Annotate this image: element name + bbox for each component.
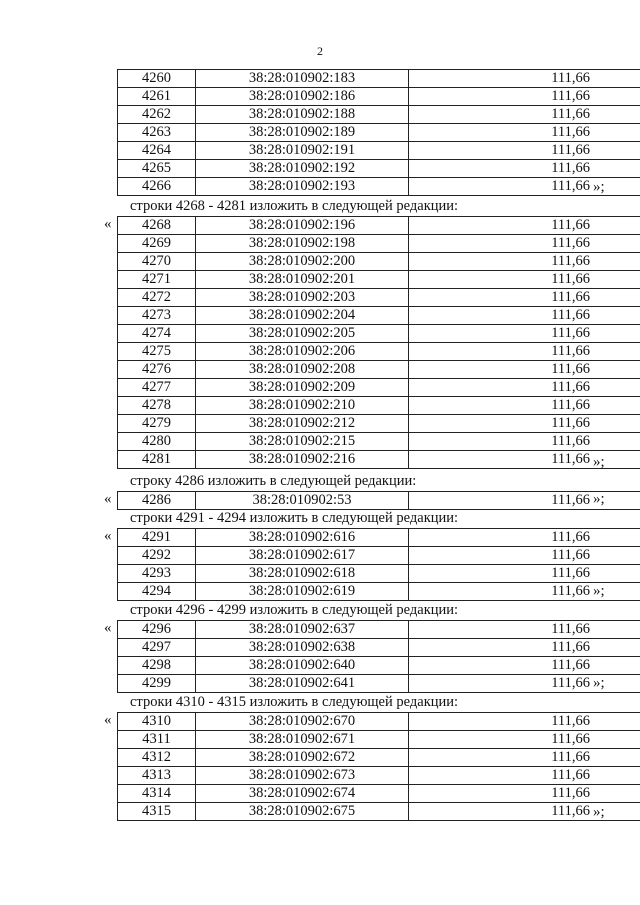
area-value: 111,66 xyxy=(409,142,640,160)
row-number: 4269 xyxy=(118,235,196,253)
table-row xyxy=(118,451,640,469)
area-value: 111,66 xyxy=(409,547,640,565)
area-value: 111,66 xyxy=(409,803,640,821)
cadastral-number: 38:28:010902:641 xyxy=(196,675,409,693)
table-row xyxy=(118,217,640,235)
row-number: 4274 xyxy=(118,325,196,343)
cadastral-number: 38:28:010902:618 xyxy=(196,565,409,583)
row-number: 4294 xyxy=(118,583,196,601)
area-value: 111,66 xyxy=(409,160,640,178)
area-value: 111,66 xyxy=(409,235,640,253)
area-value: 111,66 xyxy=(409,433,640,451)
table-row xyxy=(118,675,640,693)
row-number: 4262 xyxy=(118,106,196,124)
row-number: 4280 xyxy=(118,433,196,451)
row-number: 4296 xyxy=(118,621,196,639)
opening-quote: « xyxy=(104,620,112,636)
area-value: 111,66 xyxy=(409,217,640,235)
table-row xyxy=(118,583,640,601)
table-row xyxy=(118,271,640,289)
row-number: 4286 xyxy=(118,492,196,510)
cadastral-number: 38:28:010902:619 xyxy=(196,583,409,601)
page-number: 2 xyxy=(317,44,323,58)
cadastral-number: 38:28:010902:616 xyxy=(196,529,409,547)
area-value: 111,66 xyxy=(409,713,640,731)
area-value: 111,66 xyxy=(409,492,640,510)
opening-quote: « xyxy=(104,216,112,232)
section-intro: строки 4296 - 4299 изложить в следующей редакции: xyxy=(130,602,459,618)
row-number: 4263 xyxy=(118,124,196,142)
area-value: 111,66 xyxy=(409,565,640,583)
table-row xyxy=(118,142,640,160)
area-value: 111,66 xyxy=(409,397,640,415)
area-value: 111,66 xyxy=(409,731,640,749)
cadastral-number: 38:28:010902:674 xyxy=(196,785,409,803)
data-table xyxy=(117,528,640,601)
cadastral-number: 38:28:010902:640 xyxy=(196,657,409,675)
area-value: 111,66 xyxy=(409,675,640,693)
data-table xyxy=(117,69,640,196)
opening-quote: « xyxy=(104,491,112,507)
area-value: 111,66 xyxy=(409,124,640,142)
area-value: 111,66 xyxy=(409,451,640,469)
data-table xyxy=(117,491,640,510)
table-row xyxy=(118,124,640,142)
area-value: 111,66 xyxy=(409,749,640,767)
table-row xyxy=(118,415,640,433)
area-value: 111,66 xyxy=(409,415,640,433)
opening-quote: « xyxy=(104,712,112,728)
section-intro: строки 4291 - 4294 изложить в следующей редакции: xyxy=(130,510,459,526)
cadastral-number: 38:28:010902:204 xyxy=(196,307,409,325)
row-number: 4297 xyxy=(118,639,196,657)
area-value: 111,66 xyxy=(409,178,640,196)
row-number: 4268 xyxy=(118,217,196,235)
row-number: 4292 xyxy=(118,547,196,565)
area-value: 111,66 xyxy=(409,657,640,675)
cadastral-number: 38:28:010902:638 xyxy=(196,639,409,657)
row-number: 4311 xyxy=(118,731,196,749)
table-row xyxy=(118,803,640,821)
area-value: 111,66 xyxy=(409,529,640,547)
table-row xyxy=(118,307,640,325)
cadastral-number: 38:28:010902:216 xyxy=(196,451,409,469)
table-row xyxy=(118,235,640,253)
cadastral-number: 38:28:010902:198 xyxy=(196,235,409,253)
row-number: 4261 xyxy=(118,88,196,106)
row-number: 4276 xyxy=(118,361,196,379)
row-number: 4270 xyxy=(118,253,196,271)
table-row xyxy=(118,106,640,124)
table-row xyxy=(118,565,640,583)
cadastral-number: 38:28:010902:672 xyxy=(196,749,409,767)
closing-quote: »; xyxy=(593,179,605,195)
area-value: 111,66 xyxy=(409,639,640,657)
table-row xyxy=(118,88,640,106)
table-row xyxy=(118,289,640,307)
row-number: 4281 xyxy=(118,451,196,469)
row-number: 4278 xyxy=(118,397,196,415)
cadastral-number: 38:28:010902:191 xyxy=(196,142,409,160)
table-row xyxy=(118,178,640,196)
area-value: 111,66 xyxy=(409,307,640,325)
data-table xyxy=(117,712,640,821)
opening-quote: « xyxy=(104,528,112,544)
table-row xyxy=(118,379,640,397)
table-row xyxy=(118,397,640,415)
cadastral-number: 38:28:010902:670 xyxy=(196,713,409,731)
row-number: 4271 xyxy=(118,271,196,289)
cadastral-number: 38:28:010902:200 xyxy=(196,253,409,271)
area-value: 111,66 xyxy=(409,88,640,106)
closing-quote: »; xyxy=(593,583,605,599)
cadastral-number: 38:28:010902:189 xyxy=(196,124,409,142)
row-number: 4299 xyxy=(118,675,196,693)
table-row xyxy=(118,639,640,657)
cadastral-number: 38:28:010902:637 xyxy=(196,621,409,639)
section-intro: строки 4268 - 4281 изложить в следующей редакции: xyxy=(130,198,459,214)
row-number: 4279 xyxy=(118,415,196,433)
cadastral-number: 38:28:010902:186 xyxy=(196,88,409,106)
cadastral-number: 38:28:010902:201 xyxy=(196,271,409,289)
table-row xyxy=(118,361,640,379)
table-row xyxy=(118,343,640,361)
area-value: 111,66 xyxy=(409,70,640,88)
data-table xyxy=(117,216,640,469)
row-number: 4275 xyxy=(118,343,196,361)
cadastral-number: 38:28:010902:675 xyxy=(196,803,409,821)
row-number: 4272 xyxy=(118,289,196,307)
closing-quote: »; xyxy=(593,804,605,820)
cadastral-number: 38:28:010902:215 xyxy=(196,433,409,451)
row-number: 4265 xyxy=(118,160,196,178)
table-row xyxy=(118,749,640,767)
cadastral-number: 38:28:010902:209 xyxy=(196,379,409,397)
area-value: 111,66 xyxy=(409,583,640,601)
area-value: 111,66 xyxy=(409,361,640,379)
area-value: 111,66 xyxy=(409,253,640,271)
cadastral-number: 38:28:010902:206 xyxy=(196,343,409,361)
cadastral-number: 38:28:010902:196 xyxy=(196,217,409,235)
area-value: 111,66 xyxy=(409,271,640,289)
row-number: 4277 xyxy=(118,379,196,397)
row-number: 4266 xyxy=(118,178,196,196)
cadastral-number: 38:28:010902:212 xyxy=(196,415,409,433)
table-row xyxy=(118,325,640,343)
data-table xyxy=(117,620,640,693)
area-value: 111,66 xyxy=(409,379,640,397)
table-row xyxy=(118,529,640,547)
cadastral-number: 38:28:010902:192 xyxy=(196,160,409,178)
area-value: 111,66 xyxy=(409,785,640,803)
table-row xyxy=(118,767,640,785)
row-number: 4315 xyxy=(118,803,196,821)
table-row xyxy=(118,785,640,803)
closing-quote: »; xyxy=(593,491,605,507)
area-value: 111,66 xyxy=(409,325,640,343)
area-value: 111,66 xyxy=(409,289,640,307)
section-intro: строки 4310 - 4315 изложить в следующей редакции: xyxy=(130,694,459,710)
area-value: 111,66 xyxy=(409,106,640,124)
row-number: 4313 xyxy=(118,767,196,785)
section-intro: строку 4286 изложить в следующей редакции: xyxy=(130,473,417,489)
table-row xyxy=(118,731,640,749)
cadastral-number: 38:28:010902:203 xyxy=(196,289,409,307)
row-number: 4314 xyxy=(118,785,196,803)
closing-quote: »; xyxy=(593,454,605,470)
row-number: 4273 xyxy=(118,307,196,325)
cadastral-number: 38:28:010902:205 xyxy=(196,325,409,343)
row-number: 4310 xyxy=(118,713,196,731)
row-number: 4291 xyxy=(118,529,196,547)
row-number: 4264 xyxy=(118,142,196,160)
area-value: 111,66 xyxy=(409,621,640,639)
cadastral-number: 38:28:010902:210 xyxy=(196,397,409,415)
cadastral-number: 38:28:010902:617 xyxy=(196,547,409,565)
row-number: 4298 xyxy=(118,657,196,675)
row-number: 4293 xyxy=(118,565,196,583)
cadastral-number: 38:28:010902:673 xyxy=(196,767,409,785)
table-row xyxy=(118,160,640,178)
table-row xyxy=(118,621,640,639)
table-row xyxy=(118,253,640,271)
area-value: 111,66 xyxy=(409,343,640,361)
table-row xyxy=(118,433,640,451)
table-row xyxy=(118,547,640,565)
table-row xyxy=(118,713,640,731)
cadastral-number: 38:28:010902:193 xyxy=(196,178,409,196)
table-row xyxy=(118,492,640,510)
cadastral-number: 38:28:010902:208 xyxy=(196,361,409,379)
cadastral-number: 38:28:010902:53 xyxy=(196,492,409,510)
area-value: 111,66 xyxy=(409,767,640,785)
cadastral-number: 38:28:010902:188 xyxy=(196,106,409,124)
row-number: 4260 xyxy=(118,70,196,88)
table-row xyxy=(118,70,640,88)
cadastral-number: 38:28:010902:183 xyxy=(196,70,409,88)
cadastral-number: 38:28:010902:671 xyxy=(196,731,409,749)
closing-quote: »; xyxy=(593,675,605,691)
row-number: 4312 xyxy=(118,749,196,767)
table-row xyxy=(118,657,640,675)
